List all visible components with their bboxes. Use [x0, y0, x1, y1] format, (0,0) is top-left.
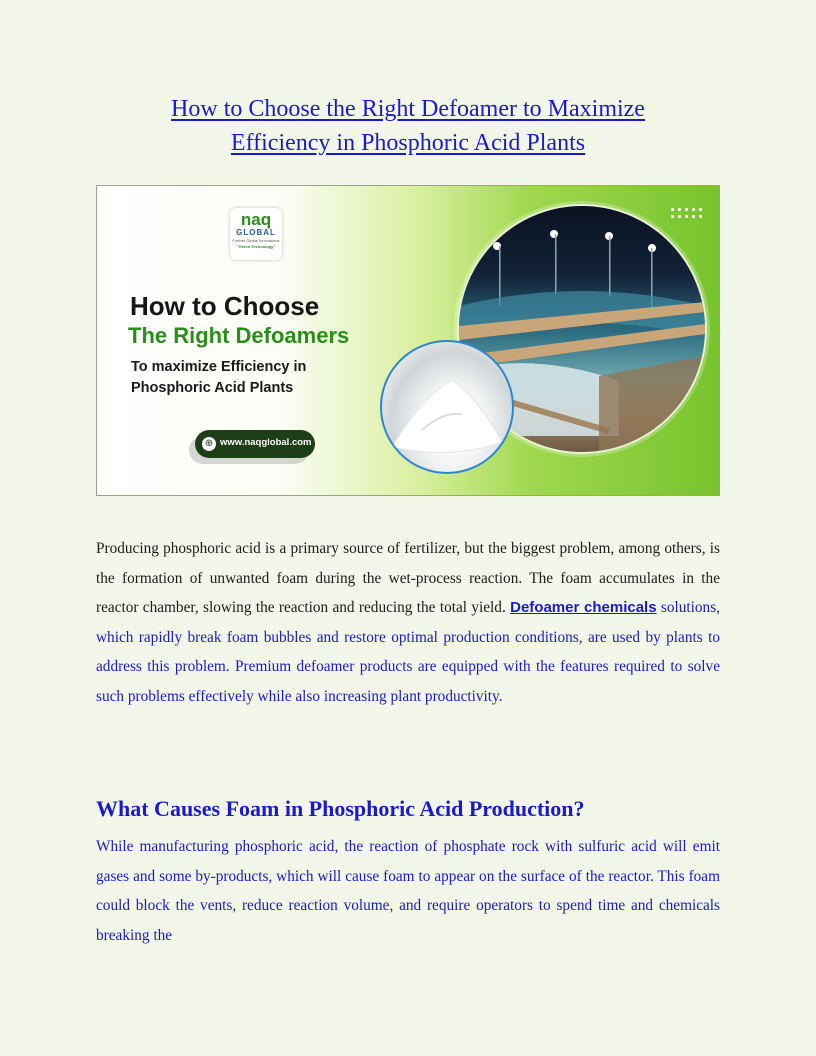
banner-subheading-1: To maximize Efficiency in: [131, 359, 307, 375]
title-line-2[interactable]: Efficiency in Phosphoric Acid Plants: [230, 130, 586, 156]
decorative-dots-icon: [671, 208, 705, 220]
intro-paragraph: [96, 534, 720, 711]
logo-brand-2: GLOBAL: [236, 228, 276, 237]
globe-icon: ⊕: [202, 437, 216, 451]
page-title[interactable]: [96, 92, 720, 160]
website-badge: [195, 430, 315, 458]
banner-heading-1: How to Choose: [130, 291, 320, 321]
title-line-1[interactable]: How to Choose the Right Defoamer to Maximize: [171, 96, 645, 122]
paragraph-2[interactable]: While manufacturing phosphoric acid, the reaction of phosphate rock with sulfuric acid will emit gases and some by-products, which will cause foam to appear on the surface of the reactor. This foam could block the vents, reduce reaction volume, and require operators to spend time and chemicals breaking the: [96, 838, 720, 944]
paragraph-1-link-text[interactable]: solutions, which rapidly break foam bubbles and restore optimal production conditions, are used by plants to address this problem. Premium defoamer products are equipped with the features required to solve such problems effectively while also increasing plant productivity.: [96, 599, 720, 705]
website-text: www.naqglobal.com: [220, 437, 312, 448]
banner-image: [96, 185, 720, 496]
defoamer-chemicals-link[interactable]: Defoamer chemicals: [510, 599, 657, 616]
banner-heading-2: The Right Defoamers: [128, 323, 350, 348]
defoamer-powder-photo: [380, 340, 514, 474]
paragraph-1-text: Producing phosphoric acid is a primary source of fertilizer, but the biggest problem, among others, is the formation of unwanted foam during the wet-process reaction. The foam accumulates in the reactor chamber, slowing the reaction and reducing the total yield.: [96, 540, 720, 616]
logo-tagline: "Green Technology": [236, 244, 276, 249]
logo-small-line: Further Global Innovations: [232, 238, 280, 243]
banner-subheading-2: Phosphoric Acid Plants: [131, 380, 294, 396]
logo-brand: naq: [240, 210, 272, 229]
naq-global-logo: [230, 208, 282, 260]
section-heading: What Causes Foam in Phosphoric Acid Production?: [96, 796, 585, 821]
powder-pile-illustration: [382, 342, 512, 472]
banner-subheading: [131, 357, 306, 399]
paragraph-1: [96, 534, 720, 711]
